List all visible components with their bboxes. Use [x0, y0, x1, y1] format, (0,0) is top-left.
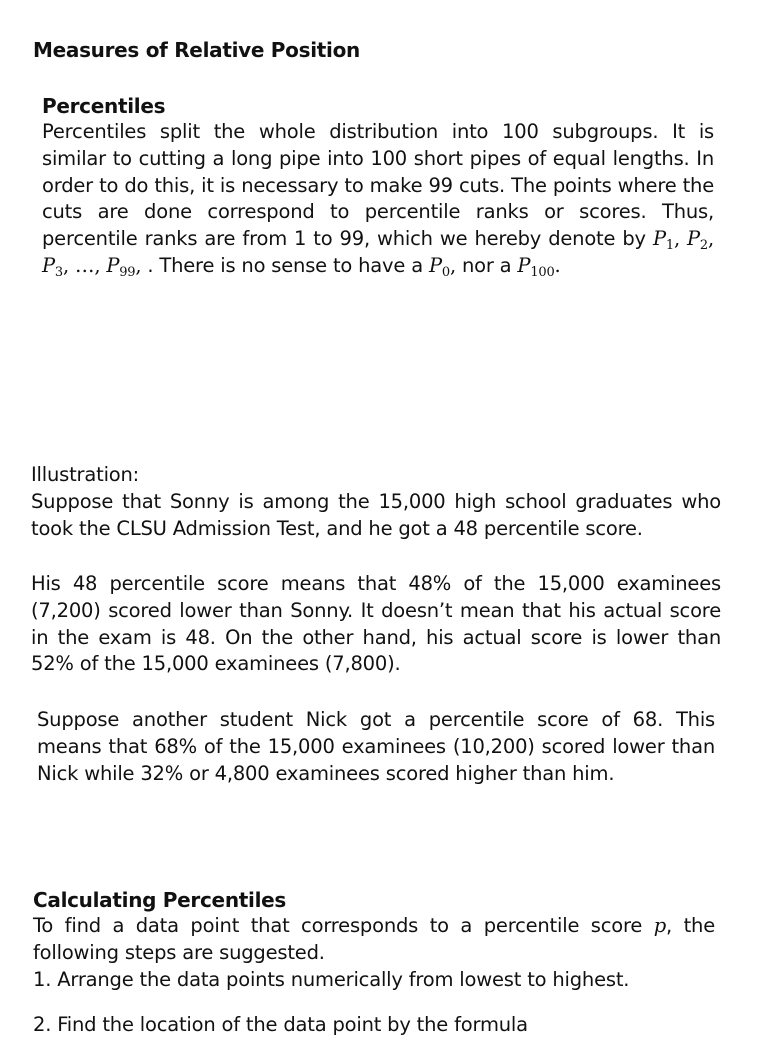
percentiles-heading: Percentiles: [42, 94, 166, 118]
nick-example: Suppose another student Nick got a percentile score of 68. This means that 68% of the 15,000 examinees (10,200) scored lower than Nick while 32% or 4,800 examinees scored higher than him.: [37, 708, 715, 785]
p0-symbol: $P_0$: [428, 253, 450, 280]
percentiles-section: [42, 93, 714, 280]
illustration-section: [31, 462, 721, 542]
ellipsis: …: [75, 253, 95, 277]
page-title: Measures of Relative Position: [33, 38, 360, 62]
p99-symbol: $P_{99}$: [106, 253, 136, 280]
p3-symbol: $P_3$: [42, 253, 63, 280]
illustration-text: Suppose that Sonny is among the 15,000 high school graduates who took the CLSU Admission Test, and he got a 48 percentile score.: [31, 489, 721, 540]
p100-symbol: $P_{100}$: [517, 253, 555, 280]
p-variable: p: [653, 914, 667, 937]
p1-symbol: $P_1$: [652, 227, 674, 254]
calculating-intro: To find a data point that corresponds to a percentile score p, the following steps are suggested.: [33, 914, 715, 964]
step-1: 1. Arrange the data points numerically from lowest to highest.: [33, 967, 630, 991]
step-2: 2. Find the location of the data point by the formula: [33, 1013, 528, 1036]
illustration-label: Illustration:: [31, 463, 140, 486]
sonny-explanation: His 48 percentile score means that 48% of the 15,000 examinees (7,200) scored lower than Sonny. It doesn’t mean that his actual score in the exam is 48. On the other hand, his actual score is lower than 52% of the 15,000 examinees (7,800).: [31, 572, 721, 676]
percentiles-nor-text: nor a: [455, 253, 518, 277]
percentiles-intro-text: Percentiles split the whole distribution into 100 subgroups. It is similar to cutting a long pipe into 100 short pipes of equal lengths. In order to do this, it is necessary to make 99 cuts. The points where the cuts are done correspond to percentile ranks or scores. Thus, percentile ranks are from 1 to 99, which we hereby denote by: [42, 120, 714, 251]
calculating-heading: Calculating Percentiles: [33, 888, 286, 912]
p2-symbol: $P_2$: [687, 227, 708, 254]
percentiles-paragraph: Percentiles split the whole distribution into 100 subgroups. It is similar to cutting a long pipe into 100 short pipes of equal lengths. In order to do this, it is necessary to make 99 cuts. The points where the cuts are done correspond to percentile ranks or scores. Thus, percentile ranks are from 1 to 99, which we hereby denote by $P_1$, $P_2$, $P_3$, …, $P_{99}$, . There is no sense to have a $P_0$, nor a $P_{100}$.: [42, 120, 714, 280]
percentiles-mid-text: . There is no sense to have a: [141, 253, 429, 277]
calculating-section: [33, 887, 715, 993]
